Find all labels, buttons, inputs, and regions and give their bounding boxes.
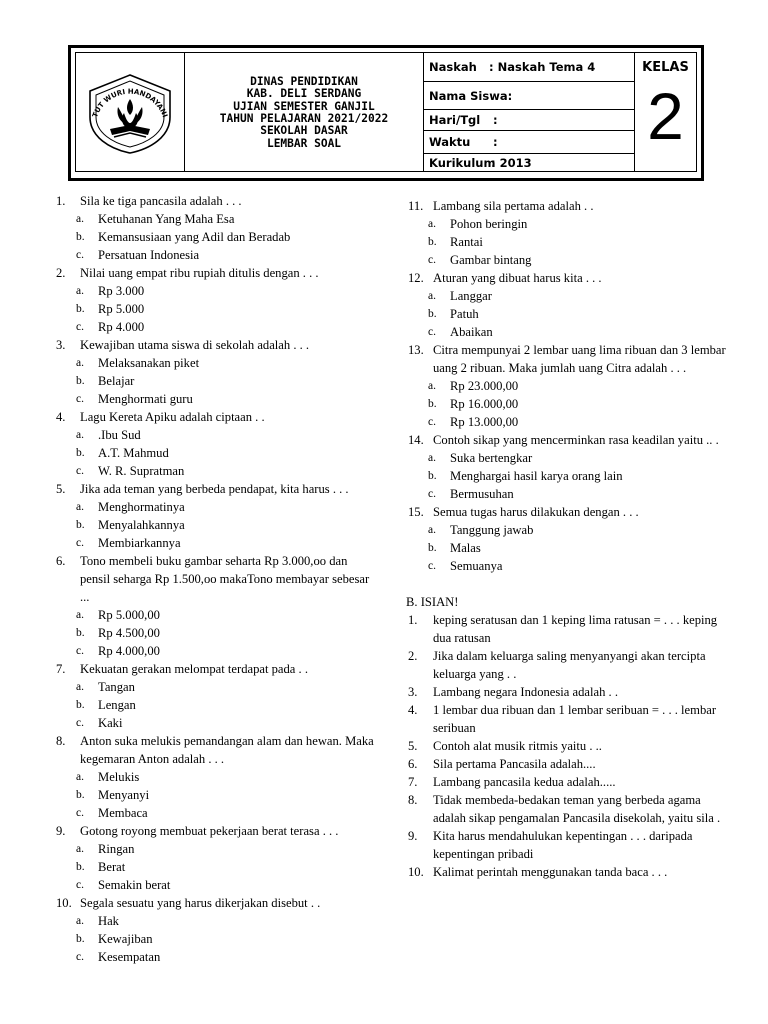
option-text: Rp 23.000,00 xyxy=(450,379,519,393)
option-text: Langgar xyxy=(450,289,492,303)
question-text: Lambang pancasila kedua adalah..... xyxy=(433,775,616,789)
info-row-hari xyxy=(424,110,634,131)
option-letter: a. xyxy=(428,524,436,536)
info-row-nama xyxy=(424,82,634,110)
answer-option xyxy=(408,539,728,557)
answer-option xyxy=(408,485,728,503)
question-number: 2. xyxy=(408,649,418,663)
option-text: A.T. Mahmud xyxy=(98,446,169,460)
option-letter: b. xyxy=(428,308,437,320)
answer-option xyxy=(56,948,376,966)
option-text: Persatuan Indonesia xyxy=(98,248,200,262)
question-text: 1 lembar dua ribuan dan 1 lembar seribuan = . . . lembar seribuan xyxy=(433,703,717,735)
question-number: 13. xyxy=(408,343,424,357)
option-text: Melaksanakan piket xyxy=(98,356,200,370)
answer-option xyxy=(408,395,728,413)
question xyxy=(56,480,376,498)
question-text: Contoh alat musik ritmis yaitu . .. xyxy=(433,739,602,753)
question-text: Kekuatan gerakan melompat terdapat pada . . xyxy=(80,662,308,676)
option-letter: b. xyxy=(428,236,437,248)
isian-question xyxy=(408,701,728,737)
question xyxy=(56,192,376,210)
answer-option xyxy=(56,210,376,228)
question xyxy=(408,431,728,449)
question xyxy=(408,341,728,377)
option-letter: b. xyxy=(76,375,85,387)
answer-option xyxy=(56,912,376,930)
answer-option xyxy=(56,282,376,300)
option-text: Pohon beringin xyxy=(450,217,528,231)
answer-option xyxy=(408,305,728,323)
answer-option xyxy=(56,228,376,246)
option-text: Tangan xyxy=(98,680,135,694)
option-letter: b. xyxy=(428,470,437,482)
question-text: Aturan yang dibuat harus kita . . . xyxy=(433,271,602,285)
isian-question xyxy=(408,611,728,647)
question-number: 6. xyxy=(408,757,418,771)
info-cell xyxy=(424,53,635,171)
option-letter: a. xyxy=(76,609,84,621)
option-text: Membaca xyxy=(98,806,148,820)
question-number: 8. xyxy=(56,734,66,748)
option-letter: a. xyxy=(76,213,84,225)
kelas-cell xyxy=(635,53,696,171)
question-number: 8. xyxy=(408,793,418,807)
question-text: Tono membeli buku gambar seharta Rp 3.000,oo dan pensil seharga Rp 1.500,oo makaTono membayar sebesar ... xyxy=(80,554,370,604)
option-letter: c. xyxy=(76,393,84,405)
info-row-waktu xyxy=(424,131,634,154)
option-letter: b. xyxy=(76,519,85,531)
answer-option xyxy=(56,858,376,876)
header-table xyxy=(75,52,697,172)
option-text: Menghormati guru xyxy=(98,392,193,406)
info-label: Kurikulum xyxy=(429,155,496,170)
option-letter: a. xyxy=(428,290,436,302)
option-letter: b. xyxy=(76,861,85,873)
option-text: Rp 4.500,00 xyxy=(98,626,160,640)
section-title-isian: B. ISIAN! xyxy=(406,595,459,609)
option-letter: a. xyxy=(76,501,84,513)
question xyxy=(56,894,376,912)
option-letter: b. xyxy=(76,699,85,711)
option-letter: c. xyxy=(76,951,84,963)
isian-question xyxy=(408,647,728,683)
question-text: Kita harus mendahulukan kepentingan . . . daripada kepentingan pribadi xyxy=(433,829,693,861)
option-text: Belajar xyxy=(98,374,135,388)
question xyxy=(56,552,376,606)
info-value: : xyxy=(493,113,498,127)
question-number: 15. xyxy=(408,505,424,519)
isian-question xyxy=(408,737,728,755)
title-line: DINAS PENDIDIKAN xyxy=(250,74,358,88)
option-text: Membiarkannya xyxy=(98,536,181,550)
option-letter: c. xyxy=(76,321,84,333)
option-text: Kesempatan xyxy=(98,950,161,964)
info-label: Hari/Tgl xyxy=(429,113,481,127)
option-letter: c. xyxy=(76,717,84,729)
option-text: Rp 4.000 xyxy=(98,320,145,334)
isian-question xyxy=(408,827,728,863)
answer-option xyxy=(56,354,376,372)
question-number: 9. xyxy=(408,829,418,843)
question-text: Jika ada teman yang berbeda pendapat, kita harus . . . xyxy=(80,482,349,496)
info-label: Naskah xyxy=(429,60,477,74)
isian-question xyxy=(408,755,728,773)
answer-option xyxy=(56,768,376,786)
isian-question xyxy=(408,863,728,881)
title-line: TAHUN PELAJARAN 2021/2022 xyxy=(219,112,389,125)
answer-option xyxy=(56,840,376,858)
title-line: KAB. DELI SERDANG xyxy=(246,87,362,101)
question-number: 6. xyxy=(56,554,66,568)
answer-option xyxy=(56,642,376,660)
answer-option xyxy=(56,318,376,336)
option-letter: c. xyxy=(428,254,436,266)
answer-option xyxy=(56,624,376,642)
question-text: Jika dalam keluarga saling menyanyangi akan tercipta keluarga yang . . xyxy=(433,649,706,681)
answer-option xyxy=(56,390,376,408)
question-number: 7. xyxy=(56,662,66,676)
question-text: Gotong royong membuat pekerjaan berat terasa . . . xyxy=(80,824,339,838)
answer-option xyxy=(56,246,376,264)
answer-option xyxy=(56,444,376,462)
info-label: Waktu xyxy=(429,135,471,149)
answer-option xyxy=(56,930,376,948)
option-letter: c. xyxy=(76,249,84,261)
option-letter: c. xyxy=(428,326,436,338)
option-text: Rp 16.000,00 xyxy=(450,397,519,411)
answer-option xyxy=(408,215,728,233)
option-text: Gambar bintang xyxy=(450,253,532,267)
kelas-label: KELAS xyxy=(642,60,689,75)
tut-wuri-handayani-logo xyxy=(80,69,180,155)
option-text: .Ibu Sud xyxy=(98,428,141,442)
question-number: 11. xyxy=(408,199,424,213)
question-number: 1. xyxy=(56,194,66,208)
option-text: Rp 3.000 xyxy=(98,284,145,298)
question xyxy=(56,732,376,768)
question xyxy=(408,503,728,521)
option-letter: c. xyxy=(76,807,84,819)
question-text: Lambang negara Indonesia adalah . . xyxy=(433,685,618,699)
question-text: Tidak membeda-bedakan teman yang berbeda agama adalah sikap pengamalan Pancasila disekolah, yaitu sila . xyxy=(433,793,721,825)
answer-option xyxy=(56,462,376,480)
answer-option xyxy=(56,300,376,318)
answer-option xyxy=(56,498,376,516)
option-text: Kaki xyxy=(98,716,123,730)
option-text: Berat xyxy=(98,860,126,874)
question-text: Sila ke tiga pancasila adalah . . . xyxy=(80,194,242,208)
answer-option xyxy=(408,251,728,269)
answer-option xyxy=(56,426,376,444)
question xyxy=(408,269,728,287)
info-row-kurikulum xyxy=(424,154,634,171)
kelas-number: 2 xyxy=(647,79,684,153)
option-text: Patuh xyxy=(450,307,479,321)
question xyxy=(408,197,728,215)
title-line: LEMBAR SOAL xyxy=(266,136,342,150)
title-cell xyxy=(185,53,424,171)
answer-option xyxy=(56,804,376,822)
question-text: Anton suka melukis pemandangan alam dan hewan. Maka kegemaran Anton adalah . . . xyxy=(80,734,374,766)
question-number: 4. xyxy=(408,703,418,717)
option-text: Malas xyxy=(450,541,481,555)
isian-question xyxy=(408,773,728,791)
option-text: Rantai xyxy=(450,235,483,249)
question xyxy=(56,264,376,282)
question-text: Sila pertama Pancasila adalah.... xyxy=(433,757,596,771)
question xyxy=(56,408,376,426)
option-text: Ringan xyxy=(98,842,135,856)
option-text: Semakin berat xyxy=(98,878,171,892)
svg-text:TUT WURI HANDAYANI: TUT WURI HANDAYANI xyxy=(91,87,169,119)
option-text: Menghargai hasil karya orang lain xyxy=(450,469,623,483)
info-value: : 2013 xyxy=(491,155,532,170)
isian-question xyxy=(408,683,728,701)
question-text: Kewajiban utama siswa di sekolah adalah . . . xyxy=(80,338,310,352)
option-text: Semuanya xyxy=(450,559,503,573)
option-letter: c. xyxy=(76,645,84,657)
option-letter: b. xyxy=(76,231,85,243)
answer-option xyxy=(56,606,376,624)
answer-option xyxy=(56,372,376,390)
option-letter: b. xyxy=(76,789,85,801)
answer-option xyxy=(56,696,376,714)
option-letter: b. xyxy=(428,398,437,410)
answer-option xyxy=(56,516,376,534)
left-column xyxy=(56,192,376,966)
right-column xyxy=(408,197,728,881)
option-text: Rp 5.000 xyxy=(98,302,145,316)
answer-option xyxy=(56,534,376,552)
question-number: 7. xyxy=(408,775,418,789)
option-text: Hak xyxy=(98,914,119,928)
option-letter: c. xyxy=(428,488,436,500)
answer-option xyxy=(56,714,376,732)
info-row-naskah xyxy=(424,53,634,82)
answer-option xyxy=(408,287,728,305)
option-letter: c. xyxy=(428,560,436,572)
option-text: Menyalahkannya xyxy=(98,518,185,532)
question-number: 9. xyxy=(56,824,66,838)
option-text: Menyanyi xyxy=(98,788,150,802)
info-label: Nama Siswa: xyxy=(429,88,513,103)
option-text: Kemansusiaan yang Adil dan Beradab xyxy=(98,230,291,244)
question-number: 12. xyxy=(408,271,424,285)
option-text: Suka bertengkar xyxy=(450,451,533,465)
option-letter: c. xyxy=(76,879,84,891)
question xyxy=(56,822,376,840)
question-number: 10. xyxy=(56,896,72,910)
option-text: Menghormatinya xyxy=(98,500,185,514)
isian-list xyxy=(408,611,728,881)
answer-option xyxy=(56,876,376,894)
question xyxy=(56,336,376,354)
question-number: 10. xyxy=(408,865,424,879)
option-letter: a. xyxy=(76,285,84,297)
option-letter: a. xyxy=(76,771,84,783)
option-letter: b. xyxy=(76,447,85,459)
option-text: Rp 13.000,00 xyxy=(450,415,519,429)
question-number: 1. xyxy=(408,613,418,627)
option-text: Kewajiban xyxy=(98,932,153,946)
answer-option xyxy=(408,467,728,485)
question-text: Kalimat perintah menggunakan tanda baca . . . xyxy=(433,865,668,879)
question-text: Lagu Kereta Apiku adalah ciptaan . . xyxy=(80,410,265,424)
option-letter: a. xyxy=(76,429,84,441)
option-text: Lengan xyxy=(98,698,136,712)
option-letter: b. xyxy=(76,303,85,315)
answer-option xyxy=(408,521,728,539)
info-value: : xyxy=(493,135,498,149)
question-text: Citra mempunyai 2 lembar uang lima ribuan dan 3 lembar uang 2 ribuan. Maka jumlah uang Citra adalah . . . xyxy=(433,343,726,375)
question-number: 2. xyxy=(56,266,66,280)
info-value: : Naskah Tema 4 xyxy=(489,60,596,74)
option-letter: a. xyxy=(428,452,436,464)
option-letter: a. xyxy=(76,915,84,927)
option-letter: b. xyxy=(428,542,437,554)
option-text: Rp 4.000,00 xyxy=(98,644,160,658)
option-letter: c. xyxy=(76,465,84,477)
title-line: SEKOLAH DASAR xyxy=(260,124,348,138)
option-text: Abaikan xyxy=(450,325,493,339)
question-text: Lambang sila pertama adalah . . xyxy=(433,199,594,213)
question-number: 14. xyxy=(408,433,424,447)
answer-option xyxy=(408,557,728,575)
option-letter: c. xyxy=(428,416,436,428)
question-text: Segala sesuatu yang harus dikerjakan disebut . . xyxy=(80,896,321,910)
question-text: Nilai uang empat ribu rupiah ditulis dengan . . . xyxy=(80,266,319,280)
isian-question xyxy=(408,791,728,827)
question-number: 5. xyxy=(408,739,418,753)
option-text: Bermusuhan xyxy=(450,487,514,501)
answer-option xyxy=(408,377,728,395)
option-letter: a. xyxy=(76,357,84,369)
title-line: UJIAN SEMESTER GANJIL xyxy=(233,99,375,113)
answer-option xyxy=(408,323,728,341)
question-number: 5. xyxy=(56,482,66,496)
question-text: Contoh sikap yang mencerminkan rasa keadilan yaitu .. . xyxy=(433,433,719,447)
logo-cell xyxy=(76,53,185,171)
question-text: Semua tugas harus dilakukan dengan . . . xyxy=(433,505,639,519)
option-letter: b. xyxy=(76,627,85,639)
option-text: Ketuhanan Yang Maha Esa xyxy=(98,212,235,226)
answer-option xyxy=(56,678,376,696)
exam-header xyxy=(68,45,704,181)
option-letter: c. xyxy=(76,537,84,549)
answer-option xyxy=(56,786,376,804)
answer-option xyxy=(408,449,728,467)
option-text: Rp 5.000,00 xyxy=(98,608,160,622)
question-number: 4. xyxy=(56,410,66,424)
question xyxy=(56,660,376,678)
option-letter: a. xyxy=(428,380,436,392)
question-number: 3. xyxy=(408,685,418,699)
option-letter: a. xyxy=(76,843,84,855)
option-letter: a. xyxy=(76,681,84,693)
answer-option xyxy=(408,233,728,251)
question-text: keping seratusan dan 1 keping lima ratusan = . . . keping dua ratusan xyxy=(433,613,718,645)
option-letter: b. xyxy=(76,933,85,945)
option-text: Tanggung jawab xyxy=(450,523,534,537)
question-number: 3. xyxy=(56,338,66,352)
answer-option xyxy=(408,413,728,431)
option-text: W. R. Supratman xyxy=(98,464,185,478)
option-letter: a. xyxy=(428,218,436,230)
option-text: Melukis xyxy=(98,770,140,784)
